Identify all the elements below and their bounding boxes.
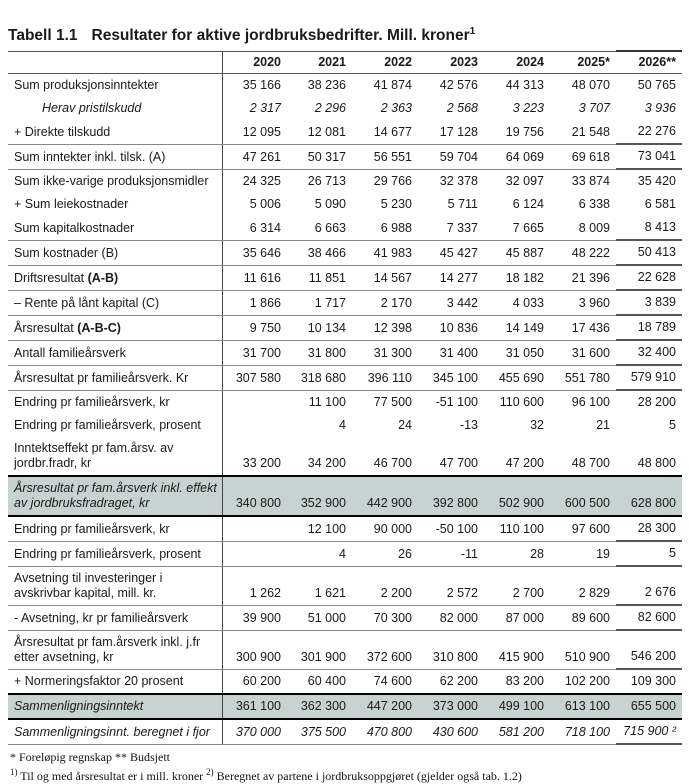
value-cell: 6 581 [644, 197, 676, 212]
table-row [8, 265, 682, 290]
value-cell: 1 717 [287, 290, 352, 315]
value-cell: 613 100 [550, 694, 616, 719]
value-cell: 28 300 [616, 516, 682, 541]
value-cell: 430 600 [418, 719, 484, 744]
row-label: Sammenligningsinnt. beregnet i fjor [8, 719, 222, 744]
value-cell: 1 866 [222, 290, 287, 315]
table-row [8, 516, 682, 541]
value-cell: 28 [484, 541, 550, 566]
value-cell: 31 050 [484, 340, 550, 365]
row-label: Sammenligningsinntekt [8, 694, 222, 719]
row-label: + Normeringsfaktor 20 prosent [8, 669, 222, 694]
value-cell: 33 200 [242, 456, 281, 471]
value-cell: 340 800 [222, 476, 287, 516]
value-cell: 32 378 [439, 174, 478, 189]
value-cell: 19 756 [484, 120, 550, 144]
value-cell: 18 789 [616, 315, 682, 340]
value-cell: 3 442 [418, 290, 484, 315]
row-label: + Direkte tilskudd [8, 120, 222, 144]
value-cell: 318 680 [287, 365, 352, 390]
value-cell: 2 568 [446, 101, 478, 116]
row-label: Årsresultat pr fam.årsverk inkl. effekt av jordbruksfradraget, kr [8, 476, 222, 516]
value-cell: 35 420 [637, 174, 676, 189]
value-cell: 48 070 [571, 78, 610, 93]
table-row [8, 414, 682, 437]
value-cell: 50 765 [637, 78, 676, 93]
value-cell: 62 200 [439, 674, 478, 689]
value-cell: 31 800 [287, 340, 352, 365]
value-cell: 31 300 [352, 340, 418, 365]
value-cell: 35 646 [222, 240, 287, 265]
table-row [8, 541, 682, 566]
table-row [8, 365, 682, 390]
value-cell: 60 200 [242, 674, 281, 689]
value-cell: 718 100 [550, 719, 616, 744]
year-header: 2023 [418, 51, 484, 74]
value-cell: 5 [669, 418, 676, 433]
value-cell: 4 [287, 541, 352, 566]
value-cell: 12 100 [287, 516, 352, 541]
value-cell: 56 551 [352, 144, 418, 169]
value-cell: 96 100 [571, 395, 610, 410]
value-cell: 307 580 [222, 365, 287, 390]
value-cell: 14 277 [418, 265, 484, 290]
table-row [8, 97, 682, 120]
value-cell [222, 414, 287, 437]
value-cell: 345 100 [418, 365, 484, 390]
value-cell: 3 707 [578, 101, 610, 116]
value-cell: 32 [530, 418, 544, 433]
value-cell: 546 200 [616, 630, 682, 669]
value-cell: 24 325 [242, 174, 281, 189]
value-cell: 73 041 [616, 144, 682, 169]
value-cell: -11 [418, 541, 484, 566]
value-cell: 392 800 [418, 476, 484, 516]
value-cell: 2 317 [249, 101, 281, 116]
value-cell: 31 600 [550, 340, 616, 365]
table-row [8, 240, 682, 265]
value-cell: 1 621 [287, 566, 352, 605]
value-cell: 34 200 [307, 456, 346, 471]
value-cell: 3 223 [512, 101, 544, 116]
value-cell: 32 400 [616, 340, 682, 365]
table-row [8, 169, 682, 193]
row-label: Årsresultat (A-B-C) [8, 315, 222, 340]
value-cell: 90 000 [352, 516, 418, 541]
row-label: Driftsresultat (A-B) [8, 265, 222, 290]
value-cell: 22 628 [616, 265, 682, 290]
value-cell: 31 400 [418, 340, 484, 365]
value-cell: 14 149 [484, 315, 550, 340]
value-cell: 5 230 [380, 197, 412, 212]
row-label: Sum produksjonsinntekter [8, 74, 222, 98]
value-cell: 28 200 [637, 395, 676, 410]
table-row [8, 669, 682, 694]
value-cell: 3 839 [616, 290, 682, 315]
value-cell: 38 236 [307, 78, 346, 93]
value-cell: 372 600 [352, 630, 418, 669]
footnote-line-2: $^{1)}$ Til og med årsresultat er i mill. kroner $^{2)}$ Beregnet av partene i jordbruksoppgjøret (gjelder også tab. 1.2) [10, 767, 522, 784]
value-cell: 46 700 [373, 456, 412, 471]
header-label-cell [8, 51, 222, 74]
value-cell: 7 337 [418, 216, 484, 240]
value-cell: 82 000 [418, 605, 484, 630]
value-cell: 362 300 [287, 694, 352, 719]
value-cell: 502 900 [484, 476, 550, 516]
year-header: 2024 [484, 51, 550, 74]
value-cell: 8 009 [550, 216, 616, 240]
value-cell: 97 600 [550, 516, 616, 541]
value-cell: 6 988 [352, 216, 418, 240]
row-label: + Sum leiekostnader [8, 193, 222, 216]
value-cell: 10 134 [287, 315, 352, 340]
value-cell: 581 200 [484, 719, 550, 744]
table-number: Tabell 1.1 [8, 27, 78, 45]
value-cell: 50 317 [287, 144, 352, 169]
footnotes [10, 750, 682, 784]
value-cell: 39 900 [222, 605, 287, 630]
value-cell: 1 262 [222, 566, 287, 605]
value-cell: 60 400 [307, 674, 346, 689]
value-cell: 442 900 [352, 476, 418, 516]
row-label: Endring pr familieårsverk, prosent [8, 414, 222, 437]
value-cell: 8 413 [616, 216, 682, 240]
value-cell: 102 200 [564, 674, 610, 689]
value-cell: 77 500 [373, 395, 412, 410]
value-cell: 310 800 [418, 630, 484, 669]
value-cell: 5 [616, 541, 682, 566]
value-cell: 551 780 [550, 365, 616, 390]
value-cell: 370 000 [222, 719, 287, 744]
value-cell: 2 676 [616, 566, 682, 605]
table-row [8, 74, 682, 98]
page-title [8, 26, 682, 45]
row-label: Årsresultat pr familieårsverk. Kr [8, 365, 222, 390]
value-cell: 41 874 [373, 78, 412, 93]
value-cell: 21 396 [550, 265, 616, 290]
row-label: Herav pristilskudd [8, 97, 222, 120]
value-cell: 2 572 [418, 566, 484, 605]
table-row [8, 437, 682, 476]
row-label: Endring pr familieårsverk, prosent [8, 541, 222, 566]
value-cell: 6 314 [222, 216, 287, 240]
value-cell: 109 300 [630, 674, 676, 689]
value-cell: 33 874 [571, 174, 610, 189]
value-cell: 2 170 [352, 290, 418, 315]
value-cell: 24 [398, 418, 412, 433]
value-cell: 628 800 [616, 476, 682, 516]
table-row [8, 290, 682, 315]
value-cell: 11 616 [222, 265, 287, 290]
value-cell: 6 338 [578, 197, 610, 212]
value-cell: 74 600 [373, 674, 412, 689]
value-cell: 14 567 [352, 265, 418, 290]
value-cell: 5 006 [249, 197, 281, 212]
footnote-2-marker-2: 2) [206, 767, 214, 778]
value-cell: 715 900 ² [616, 719, 682, 744]
value-cell: 415 900 [484, 630, 550, 669]
table-row [8, 193, 682, 216]
table-row [8, 340, 682, 365]
value-cell: 29 766 [373, 174, 412, 189]
value-cell: 352 900 [287, 476, 352, 516]
table-row [8, 630, 682, 669]
value-cell [222, 390, 287, 414]
value-cell: 655 500 [616, 694, 682, 719]
value-cell: 21 [596, 418, 610, 433]
value-cell: 300 900 [222, 630, 287, 669]
table-title-text: Resultater for aktive jordbruksbedrifter. Mill. kroner [91, 27, 470, 45]
value-cell: 3 936 [644, 101, 676, 116]
value-cell: 26 [352, 541, 418, 566]
value-cell: 21 548 [550, 120, 616, 144]
year-header: 2022 [352, 51, 418, 74]
table-row [8, 605, 682, 630]
row-label: Avsetning til investeringer i avskrivbar kapital, mill. kr. [8, 566, 222, 605]
value-cell: 45 887 [484, 240, 550, 265]
value-cell: 50 413 [616, 240, 682, 265]
row-label: Sum ikke-varige produksjonsmidler [8, 169, 222, 193]
value-cell: 47 200 [505, 456, 544, 471]
value-cell: 17 436 [550, 315, 616, 340]
value-cell: 470 800 [352, 719, 418, 744]
results-table [8, 50, 682, 745]
value-cell: 7 665 [484, 216, 550, 240]
row-label: Endring pr familieårsverk, kr [8, 516, 222, 541]
row-label: Sum kapitalkostnader [8, 216, 222, 240]
year-header: 2020 [222, 51, 287, 74]
value-cell: 600 500 [550, 476, 616, 516]
value-cell: 10 836 [418, 315, 484, 340]
value-cell: 110 100 [484, 516, 550, 541]
value-cell: 45 427 [418, 240, 484, 265]
row-label: Sum inntekter inkl. tilsk. (A) [8, 144, 222, 169]
value-cell: 14 677 [352, 120, 418, 144]
table-row [8, 566, 682, 605]
value-cell: 48 222 [550, 240, 616, 265]
value-cell: 5 090 [314, 197, 346, 212]
value-cell: 361 100 [222, 694, 287, 719]
value-cell: 396 110 [352, 365, 418, 390]
value-cell: 70 300 [352, 605, 418, 630]
value-cell: 41 983 [352, 240, 418, 265]
value-cell: 48 700 [571, 456, 610, 471]
value-cell: 83 200 [505, 674, 544, 689]
value-cell: -51 100 [435, 395, 478, 410]
value-cell: 2 700 [484, 566, 550, 605]
value-cell: 455 690 [484, 365, 550, 390]
value-cell: 499 100 [484, 694, 550, 719]
table-row [8, 315, 682, 340]
title-footnote-marker: 1 [469, 26, 476, 37]
value-cell: 447 200 [352, 694, 418, 719]
value-cell: 42 576 [439, 78, 478, 93]
row-label: – Rente på lånt kapital (C) [8, 290, 222, 315]
value-cell: 64 069 [484, 144, 550, 169]
value-cell: 4 [339, 418, 346, 433]
row-label: Antall familieårsverk [8, 340, 222, 365]
value-cell: 35 166 [242, 78, 281, 93]
value-cell: 47 261 [222, 144, 287, 169]
value-cell: 6 663 [287, 216, 352, 240]
value-cell: 47 700 [439, 456, 478, 471]
table-row [8, 216, 682, 240]
footnote-line-1: * Foreløpig regnskap ** Budsjett [10, 750, 170, 765]
value-cell: 110 600 [499, 395, 544, 410]
value-cell: -13 [459, 418, 478, 433]
value-cell: 19 [550, 541, 616, 566]
value-cell: 579 910 [616, 365, 682, 390]
value-cell: 2 296 [314, 101, 346, 116]
value-cell: 3 960 [550, 290, 616, 315]
table-row [8, 390, 682, 414]
value-cell: 373 000 [418, 694, 484, 719]
value-cell: 17 128 [418, 120, 484, 144]
value-cell: 48 800 [637, 456, 676, 471]
value-cell: 69 618 [550, 144, 616, 169]
value-cell: 12 081 [287, 120, 352, 144]
value-cell [222, 541, 287, 566]
value-cell: 89 600 [550, 605, 616, 630]
value-cell: 26 713 [307, 174, 346, 189]
table-row [8, 144, 682, 169]
value-cell: 59 704 [418, 144, 484, 169]
value-cell: 22 276 [616, 120, 682, 144]
footnote-2-marker-1: 1) [10, 767, 18, 778]
value-cell: 375 500 [287, 719, 352, 744]
value-cell: 18 182 [484, 265, 550, 290]
row-label: Sum kostnader (B) [8, 240, 222, 265]
year-header: 2021 [287, 51, 352, 74]
row-label: Årsresultat pr fam.årsverk inkl. j.fr etter avsetning, kr [8, 630, 222, 669]
value-cell: 12 398 [352, 315, 418, 340]
year-header: 2025* [550, 51, 616, 74]
value-cell: 510 900 [550, 630, 616, 669]
year-header: 2026** [616, 51, 682, 74]
value-cell: 2 829 [550, 566, 616, 605]
table-row [8, 694, 682, 719]
value-cell: 82 600 [616, 605, 682, 630]
value-cell: 11 851 [287, 265, 352, 290]
value-cell: 2 200 [352, 566, 418, 605]
value-cell: 12 095 [222, 120, 287, 144]
value-cell: 2 363 [380, 101, 412, 116]
value-cell: 9 750 [222, 315, 287, 340]
value-cell [222, 516, 287, 541]
table-row [8, 476, 682, 516]
value-cell: -50 100 [418, 516, 484, 541]
row-label: Endring pr familieårsverk, kr [8, 390, 222, 414]
row-label: - Avsetning, kr pr familieårsverk [8, 605, 222, 630]
table-row [8, 120, 682, 144]
value-cell: 38 466 [287, 240, 352, 265]
value-cell: 11 100 [308, 395, 346, 410]
value-cell: 5 711 [447, 197, 478, 212]
value-cell: 31 700 [222, 340, 287, 365]
value-cell: 6 124 [512, 197, 544, 212]
table-row [8, 719, 682, 744]
value-cell: 44 313 [505, 78, 544, 93]
value-cell: 4 033 [484, 290, 550, 315]
row-label: Inntektseffekt pr fam.årsv. av jordbr.fradr, kr [8, 437, 222, 476]
value-cell: 32 097 [505, 174, 544, 189]
value-cell: 301 900 [287, 630, 352, 669]
year-header-row [8, 51, 682, 74]
value-cell: 51 000 [287, 605, 352, 630]
value-cell: 87 000 [484, 605, 550, 630]
